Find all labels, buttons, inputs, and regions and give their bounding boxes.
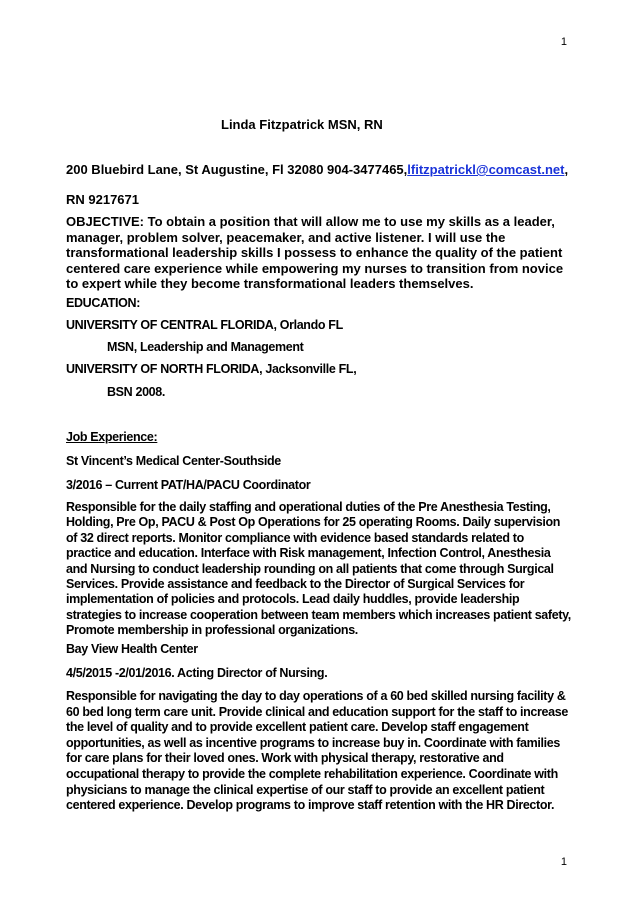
- objective-paragraph: OBJECTIVE: To obtain a position that will allow me to use my skills as a leader, manager, problem solver, peacemaker, and active listener. I will use the transformational leadership skills I possess to enhance the quality of the patient centered care experience while empowering my nurses to transition from novice to expert while they become transformational leaders themselves.: [66, 214, 564, 291]
- page-number-bottom: 1: [560, 856, 567, 868]
- email-trailing: ,: [564, 162, 569, 177]
- education-degree-bsn: BSN 2008.: [107, 385, 165, 399]
- email-link[interactable]: lfitzpatrickl@comcast.net: [407, 162, 565, 177]
- page-number-top: 1: [560, 36, 567, 48]
- job-experience-heading: Job Experience:: [66, 430, 158, 444]
- employer-st-vincents: St Vincent’s Medical Center-Southside: [66, 454, 281, 468]
- role-description-pacu: Responsible for the daily staffing and operational duties of the Pre Anesthesia Testing, Holding, Pre Op, PACU & Post Op Operations for 25 operating Rooms. Daily supervision of 32 direct reports. Monitor compliance with evidence based standards related to practice and education. Interface with Risk management, Infection Control, Anesthesia and Nursing to conduct leadership rounding on all patients that come through Surgical Services. Provide assistance and feedback to the Director of Surgical Services for implementation of policies and protocols. Lead daily huddles, provide leadership strategies to increase cooperation between team members which increases patient safety, Promote membership in professional organizations.: [66, 500, 571, 638]
- education-heading: EDUCATION:: [66, 296, 141, 310]
- candidate-name: Linda Fitzpatrick MSN, RN: [221, 117, 383, 132]
- role-description-director: Responsible for navigating the day to day operations of a 60 bed skilled nursing facility & 60 bed long term care unit. Provide clinical and education support for the staff to increase the level of quality and to provide excellent patient care. Develop staff engagement opportunities, as well as incentive programs to increase buy in. Coordinate with families for care plans for their loved ones. Work with physical therapy, restorative and occupational therapy to provide the complete rehabilitation experience. Coordinate with physicians to manage the clinical expertise of our staff to provide an excellent patient centered experience. Develop programs to improve staff retention with the HR Director.: [66, 689, 568, 813]
- contact-line: [66, 162, 571, 177]
- education-school-ucf: UNIVERSITY OF CENTRAL FLORIDA, Orlando FL: [66, 318, 343, 332]
- role-acting-director: 4/5/2015 -2/01/2016. Acting Director of Nursing.: [66, 666, 328, 680]
- education-degree-msn: MSN, Leadership and Management: [107, 340, 304, 354]
- education-school-unf: UNIVERSITY OF NORTH FLORIDA, Jacksonville FL,: [66, 362, 357, 376]
- license-number: RN 9217671: [66, 192, 139, 207]
- employer-bay-view: Bay View Health Center: [66, 642, 198, 656]
- role-pacu-coordinator: 3/2016 – Current PAT/HA/PACU Coordinator: [66, 478, 311, 492]
- address-phone: 200 Bluebird Lane, St Augustine, Fl 32080 904-3477465,: [66, 162, 408, 177]
